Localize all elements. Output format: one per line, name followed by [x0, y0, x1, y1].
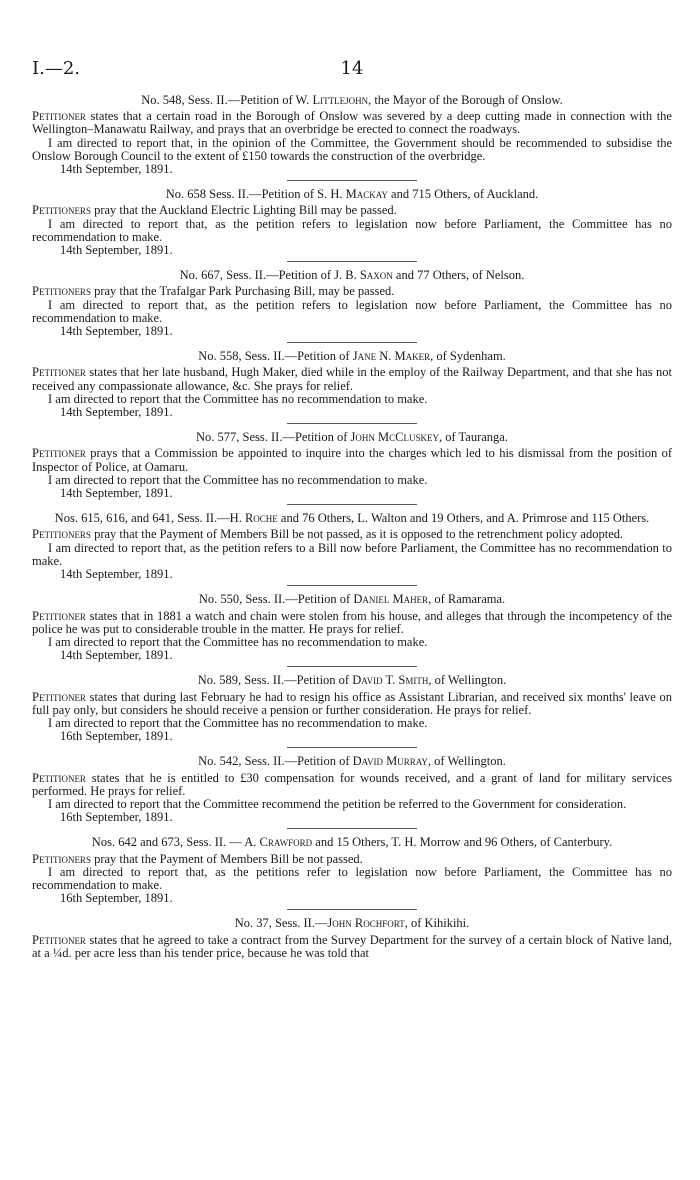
- petition-title: No. 589, Sess. II.—Petition of David T. Smith, of Wellington.: [197, 673, 507, 688]
- petition-body: Petitioner states that he is entitled to £30 compensation for wounds received, and a grant of land for military services performed. He prays for relief.: [32, 770, 672, 798]
- petition-body: Petitioners pray that the Trafalgar Park Purchasing Bill, may be passed.: [32, 284, 395, 299]
- section-divider: [287, 342, 417, 343]
- petition-title: No. 658 Sess. II.—Petition of S. H. Mackay and 715 Others, of Auckland.: [165, 187, 539, 202]
- petition-entry: [32, 431, 672, 505]
- report-date: 16th September, 1891.: [60, 891, 173, 906]
- petition-title: Nos. 642 and 673, Sess. II. — A. Crawford and 15 Others, T. H. Morrow and 96 Others, of Canterbury.: [91, 835, 613, 850]
- report-date: 14th September, 1891.: [60, 405, 173, 420]
- committee-report: I am directed to report that the Committee has no recommendation to make.: [48, 634, 428, 649]
- report-date: 14th September, 1891.: [60, 324, 173, 339]
- petition-title: No. 558, Sess. II.—Petition of Jane N. Maker, of Sydenham.: [198, 349, 506, 364]
- report-date: 14th September, 1891.: [60, 648, 173, 663]
- petition-body: Petitioner states that her late husband, Hugh Maker, died while in the employ of the Railway Department, and that she has not received any compassionate allowance, &c. She prays for relief.: [32, 365, 672, 393]
- page-number: 14: [340, 58, 364, 79]
- petition-title: No. 667, Sess. II.—Petition of J. B. Saxon and 77 Others, of Nelson.: [179, 268, 525, 283]
- petition-title: No. 548, Sess. II.—Petition of W. Littlejohn, the Mayor of the Borough of Onslow.: [141, 93, 563, 107]
- petition-title: No. 37, Sess. II.—John Rochfort, of Kihikihi.: [234, 916, 470, 931]
- page-header: [32, 58, 672, 82]
- petition-entry: [32, 836, 672, 910]
- petitions-list: [32, 94, 672, 960]
- petition-body: Petitioner states that during last February he had to resign his office as Assistant Librarian, and received six months' leave on full pay only, but considers he should receive a pension or further consideration. He prays for relief.: [32, 689, 672, 717]
- petition-body: Petitioners pray that the Payment of Members Bill be not passed, as it is opposed to the retrenchment policy adopted.: [32, 527, 624, 542]
- report-date: 14th September, 1891.: [60, 567, 173, 582]
- committee-report: I am directed to report that the Committee has no recommendation to make.: [48, 391, 428, 406]
- report-date: 14th September, 1891.: [60, 243, 173, 258]
- petition-body: Petitioner states that a certain road in the Borough of Onslow was severed by a deep cutting made in connection with the Wellington–Manawatu Railway, and prays that an overbridge be erected to connect the roadways.: [32, 109, 672, 137]
- report-date: 16th September, 1891.: [60, 810, 173, 825]
- petition-body: Petitioner prays that a Commission be appointed to inquire into the charges which led to his dismissal from the position of Inspector of Police, at Oamaru.: [32, 446, 672, 474]
- report-date: 14th September, 1891.: [60, 486, 173, 501]
- petition-body: Petitioner states that he agreed to take a contract from the Survey Department for the survey of a certain block of Native land, at a ¼d. per acre less than his tender price, because he was told that: [32, 932, 672, 960]
- petition-title: No. 577, Sess. II.—Petition of John McCluskey, of Tauranga.: [196, 430, 508, 445]
- committee-report: I am directed to report that, as the petitions refer to legislation now before Parliament, the Committee has no recommendation to make.: [32, 864, 672, 892]
- section-divider: [287, 747, 417, 748]
- section-divider: [287, 423, 417, 424]
- committee-report: I am directed to report that the Committee has no recommendation to make.: [48, 715, 428, 730]
- committee-report: I am directed to report that, as the petition refers to legislation now before Parliament, the Committee has no recommendation to make.: [32, 216, 672, 244]
- petition-entry: [32, 674, 672, 748]
- petition-body: Petitioners pray that the Auckland Electric Lighting Bill may be passed.: [32, 203, 397, 218]
- section-divider: [287, 585, 417, 586]
- petition-body: Petitioners pray that the Payment of Members Bill be not passed.: [32, 851, 363, 866]
- petition-entry: [32, 512, 672, 586]
- committee-report: I am directed to report that, as the petition refers to legislation now before Parliament, the Committee has no recommendation to make.: [32, 297, 672, 325]
- petition-entry: [32, 269, 672, 343]
- petition-title: No. 550, Sess. II.—Petition of Daniel Maher, of Ramarama.: [198, 592, 506, 607]
- section-divider: [287, 261, 417, 262]
- petition-body: Petitioner states that in 1881 a watch and chain were stolen from his house, and alleges that through the incompetency of the police he was put to considerable trouble in the matter. He prays for relief.: [32, 608, 672, 636]
- petition-entry: [32, 94, 672, 181]
- report-date: 14th September, 1891.: [60, 162, 173, 177]
- section-divider: [287, 504, 417, 505]
- petition-entry: [32, 188, 672, 262]
- petition-entry: [32, 593, 672, 667]
- committee-report: I am directed to report that, in the opinion of the Committee, the Government should be recommended to subsidise the Onslow Borough Council to the extent of £150 towards the construction of the overbridge.: [32, 135, 672, 163]
- petition-title: No. 542, Sess. II.—Petition of David Murray, of Wellington.: [198, 754, 506, 769]
- petition-title: Nos. 615, 616, and 641, Sess. II.—H. Roche and 76 Others, L. Walton and 19 Others, and A. Primrose and 115 Others.: [54, 511, 650, 526]
- document-reference: I.—2.: [32, 58, 81, 79]
- committee-report: I am directed to report that, as the petition refers to a Bill now before Parliament, the Committee has no recommendation to make.: [32, 540, 672, 568]
- section-divider: [287, 909, 417, 910]
- report-date: 16th September, 1891.: [60, 729, 173, 744]
- petition-entry: [32, 350, 672, 424]
- section-divider: [287, 180, 417, 181]
- petition-entry: [32, 917, 672, 960]
- petition-entry: [32, 755, 672, 829]
- committee-report: I am directed to report that the Committee has no recommendation to make.: [48, 472, 428, 487]
- section-divider: [287, 666, 417, 667]
- committee-report: I am directed to report that the Committee recommend the petition be referred to the Government for consideration.: [48, 796, 627, 811]
- section-divider: [287, 828, 417, 829]
